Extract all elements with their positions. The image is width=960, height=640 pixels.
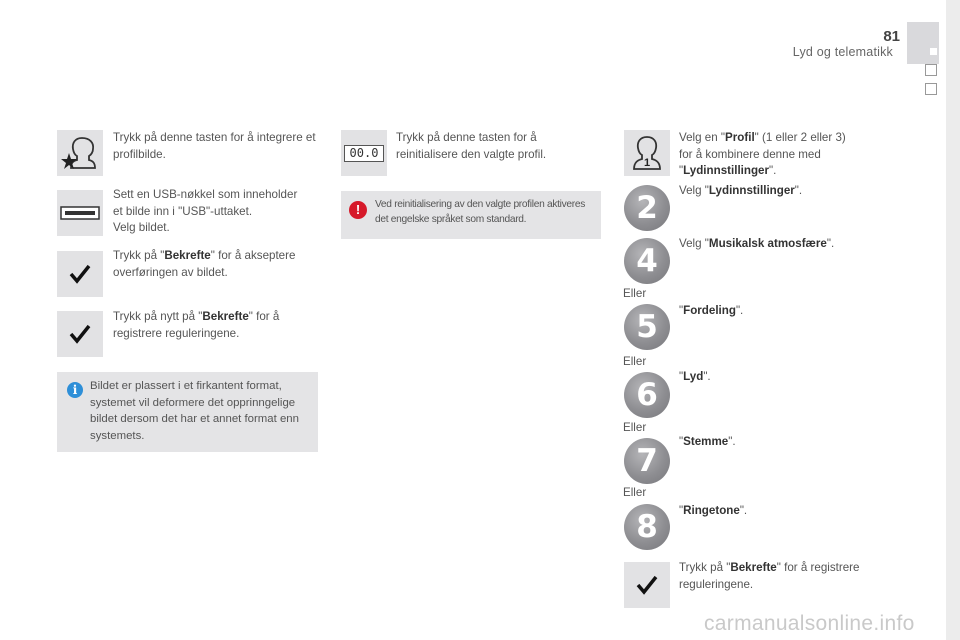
warning-note bbox=[341, 191, 601, 239]
step-8-button[interactable]: 8 bbox=[624, 504, 670, 550]
or-label: Eller bbox=[623, 486, 647, 499]
text-segment: " for å akseptere overføringen av bildet. bbox=[113, 249, 296, 279]
text-segment: ". bbox=[739, 504, 748, 517]
profil-label: Profil bbox=[725, 131, 755, 144]
profile-select-text bbox=[679, 130, 859, 180]
profile-1-icon bbox=[627, 133, 667, 173]
text-segment: ". bbox=[728, 435, 736, 448]
or-label: Eller bbox=[623, 355, 647, 368]
stemme-label: Stemme bbox=[683, 435, 729, 448]
usb-slot-icon bbox=[60, 206, 100, 220]
text-segment: " for å registrere reguleringene. bbox=[679, 561, 860, 591]
usb-icon-box bbox=[57, 190, 103, 236]
text-segment: " bbox=[679, 435, 684, 448]
or-label: Eller bbox=[623, 421, 647, 434]
page-title: Lyd og telematikk bbox=[792, 45, 893, 59]
warning-icon: ! bbox=[349, 201, 367, 219]
text-segment: " bbox=[679, 504, 684, 517]
text-segment: Velg en " bbox=[679, 131, 726, 144]
warning-note-text: Ved reinitialisering av den valgte profilen aktiveres det engelske språket som standard. bbox=[375, 199, 586, 225]
step-5-text bbox=[679, 303, 879, 320]
usb-instructions bbox=[113, 187, 323, 237]
step-4-text bbox=[679, 236, 899, 253]
text-segment: Velg " bbox=[679, 237, 709, 250]
usb-line: Velg bildet. bbox=[113, 221, 170, 234]
text-segment: " for å registrere reguleringene. bbox=[113, 310, 280, 340]
step-2-text bbox=[679, 183, 879, 200]
lydinnstillinger-label: Lydinnstillinger bbox=[708, 184, 795, 197]
step-6-text bbox=[679, 369, 879, 386]
or-label: Eller bbox=[623, 287, 647, 300]
chapter-marker-empty bbox=[925, 64, 937, 76]
confirm-settings-text bbox=[113, 309, 313, 342]
confirm-button[interactable] bbox=[57, 251, 103, 297]
info-note-text: Bildet er plassert i et firkantent format, systemet vil deformere det opprinngelige bildet dersom det har et annet format enn systemets. bbox=[90, 380, 299, 442]
lyd-label: Lyd bbox=[683, 370, 704, 383]
usb-line: Sett en USB-nøkkel som inneholder bbox=[113, 188, 298, 201]
reset-button[interactable] bbox=[341, 130, 387, 176]
text-segment: " bbox=[679, 304, 684, 317]
text-segment: " bbox=[679, 370, 684, 383]
step-2-button[interactable]: 2 bbox=[624, 185, 670, 231]
confirm-button[interactable] bbox=[624, 562, 670, 608]
checkmark-icon bbox=[69, 324, 91, 344]
star-profile-icon bbox=[60, 133, 100, 173]
page-edge-bar bbox=[946, 0, 960, 640]
svg-text:1: 1 bbox=[643, 157, 651, 169]
step-8-text bbox=[679, 503, 879, 520]
checkmark-icon bbox=[636, 575, 658, 595]
page-number: 81 bbox=[883, 28, 900, 45]
chapter-marker-empty bbox=[925, 83, 937, 95]
display-readout: 00.0 bbox=[344, 145, 384, 162]
ringetone-label: Ringetone bbox=[683, 504, 740, 517]
fordeling-label: Fordeling bbox=[683, 304, 736, 317]
text-segment: ". bbox=[769, 164, 777, 177]
info-note bbox=[57, 372, 318, 452]
chapter-tab bbox=[907, 22, 939, 64]
text-segment: Trykk på " bbox=[679, 561, 731, 574]
text-segment: ". bbox=[735, 304, 744, 317]
checkmark-icon bbox=[69, 264, 91, 284]
step-6-button[interactable]: 6 bbox=[624, 372, 670, 418]
profile-photo-text: Trykk på denne tasten for å integrere et profilbilde. bbox=[113, 131, 316, 161]
lydinnstillinger-label: Lydinnstillinger bbox=[683, 164, 770, 177]
confirm-photo-text bbox=[113, 248, 318, 281]
text-segment: ". bbox=[826, 237, 835, 250]
usb-line: et bilde inn i "USB"-uttaket. bbox=[113, 204, 253, 218]
watermark: carmanualsonline.info bbox=[704, 612, 915, 635]
bekrefte-label: Bekrefte bbox=[164, 249, 211, 262]
step-5-button[interactable]: 5 bbox=[624, 304, 670, 350]
chapter-tab-marker bbox=[930, 48, 937, 55]
profile-1-button[interactable] bbox=[624, 130, 670, 176]
text-segment: Trykk på nytt på " bbox=[113, 310, 203, 323]
info-icon: i bbox=[67, 382, 83, 398]
bekrefte-label: Bekrefte bbox=[730, 561, 777, 574]
step-7-text bbox=[679, 434, 879, 451]
final-confirm-text bbox=[679, 560, 889, 593]
step-4-button[interactable]: 4 bbox=[624, 238, 670, 284]
text-segment: ". bbox=[703, 370, 711, 383]
step-7-button[interactable]: 7 bbox=[624, 438, 670, 484]
profile-photo-button[interactable] bbox=[57, 130, 103, 176]
text-segment: ". bbox=[794, 184, 803, 197]
text-segment: Trykk på " bbox=[113, 249, 165, 262]
reset-text: Trykk på denne tasten for å reinitialisere den valgte profil. bbox=[396, 131, 547, 161]
musikalsk-atmosfaere-label: Musikalsk atmosfære bbox=[708, 237, 827, 250]
text-segment: Velg " bbox=[679, 184, 709, 197]
confirm-button[interactable] bbox=[57, 311, 103, 357]
text-segment: " (1 eller 2 eller 3) for å kombinere denne med " bbox=[679, 131, 846, 177]
bekrefte-label: Bekrefte bbox=[202, 310, 249, 323]
